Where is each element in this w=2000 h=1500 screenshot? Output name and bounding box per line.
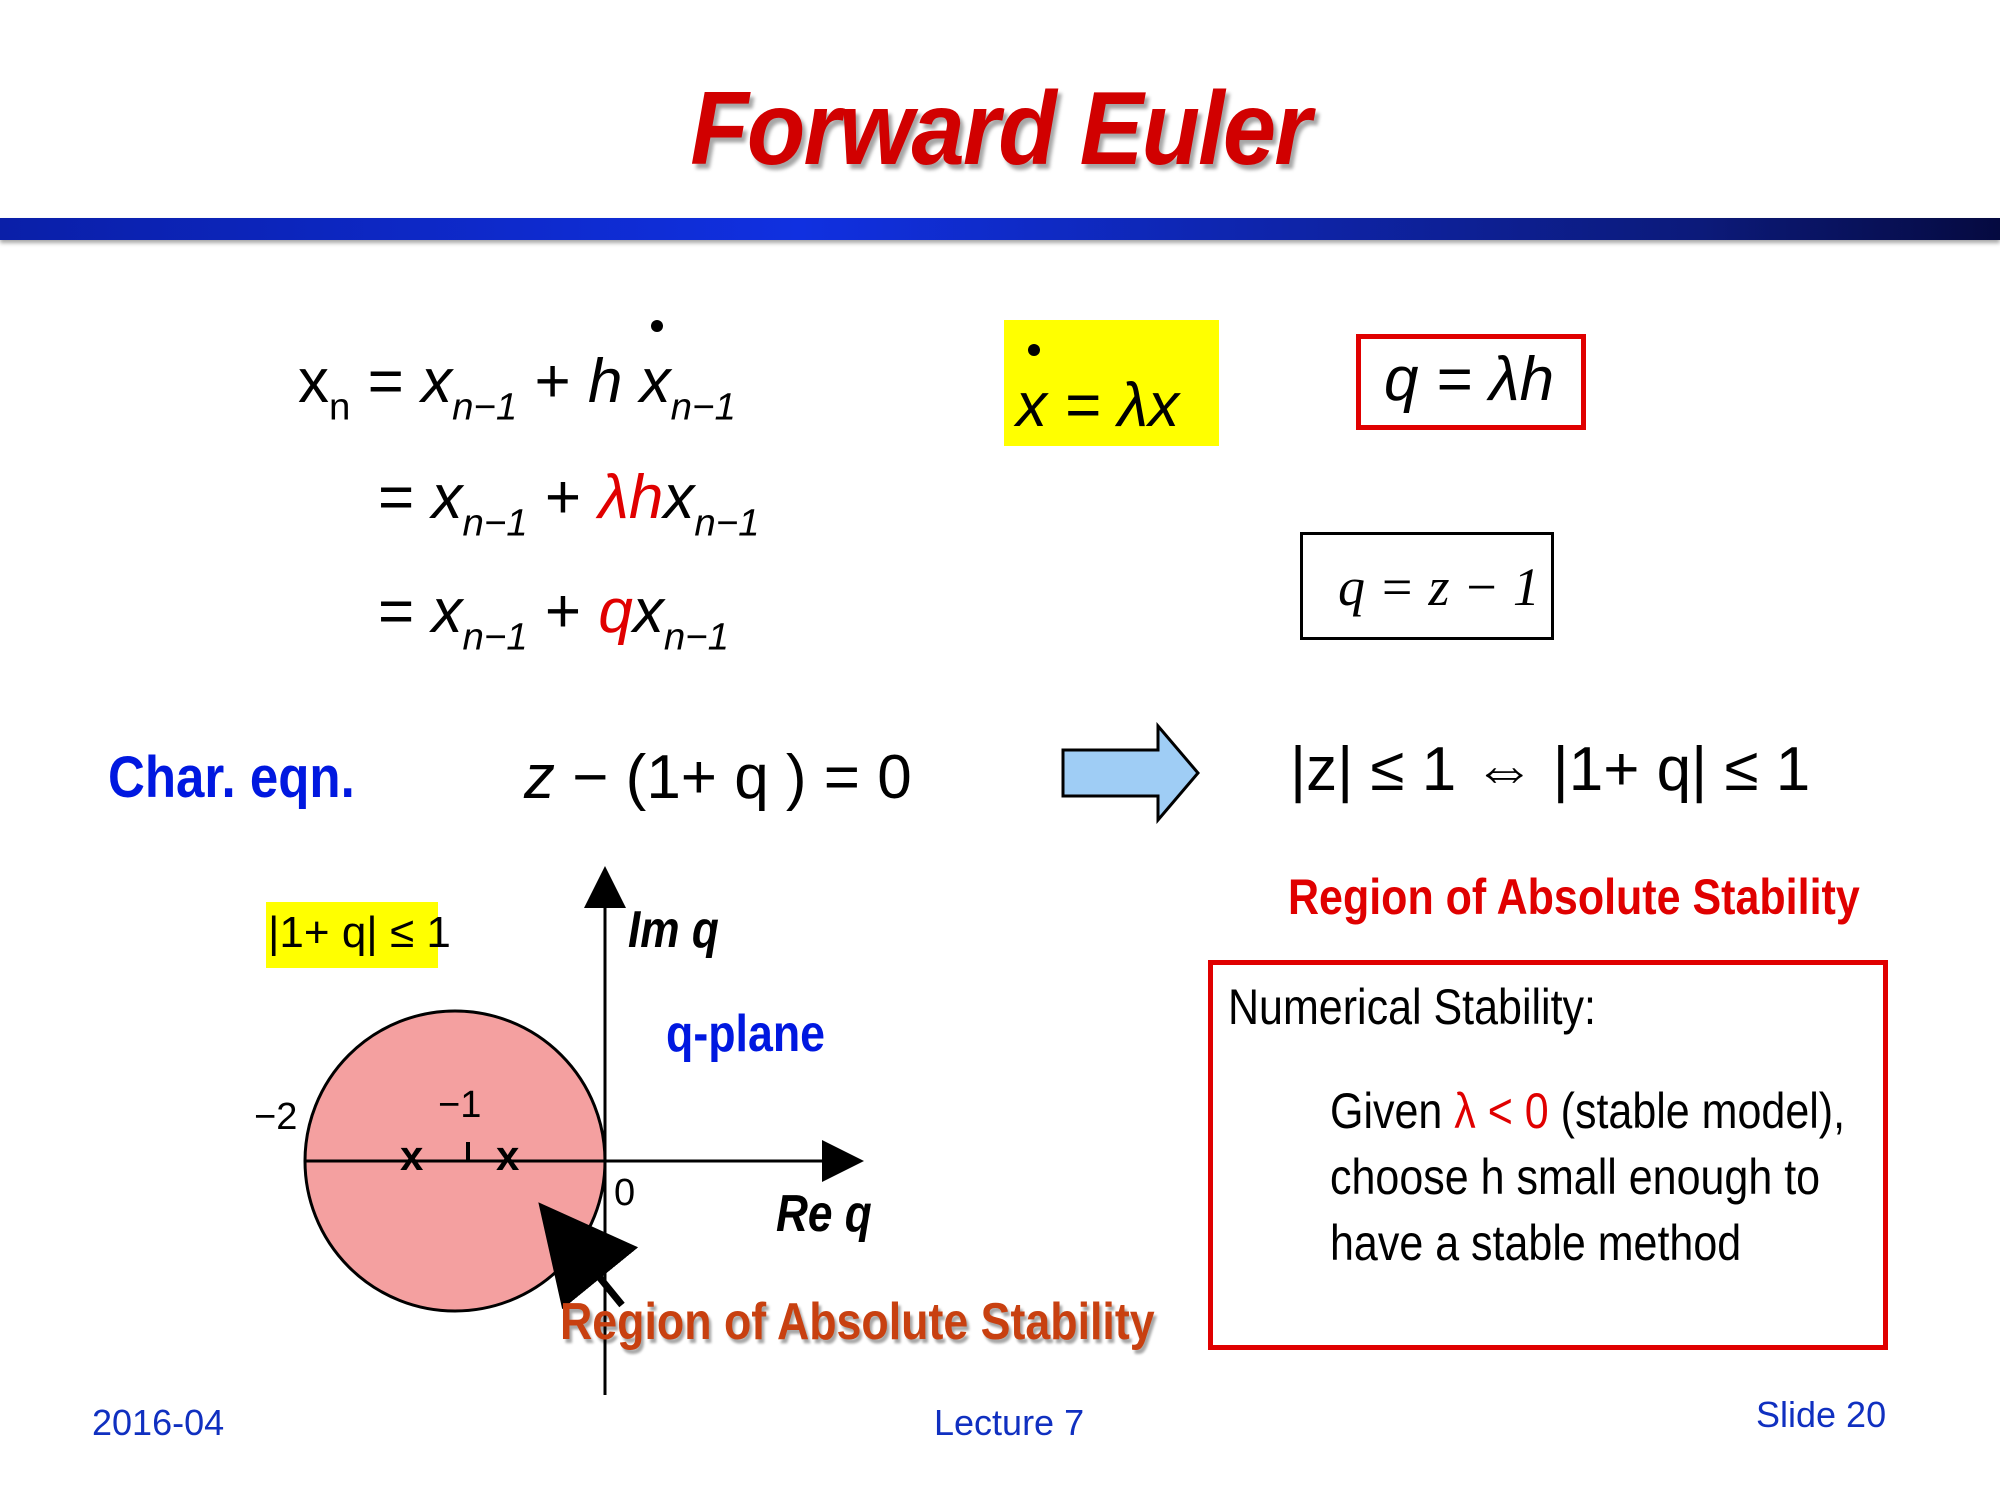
char-eqn-label: Char. eqn.	[108, 745, 355, 810]
char-eq-z: z	[524, 743, 555, 812]
eq2-term2: x	[663, 463, 695, 532]
eq2-term2-sub: n−1	[694, 501, 760, 545]
eq3-term2: x	[632, 577, 664, 646]
eq3-q: q	[598, 577, 633, 646]
tick-label-minus-1: −1	[438, 1084, 482, 1126]
eq3-term1-sub: n−1	[462, 615, 528, 659]
eq2-equals: =	[378, 463, 415, 532]
eq1-lhs-sub: n	[329, 385, 351, 429]
eq1-term2-sub: n−1	[670, 385, 736, 429]
test-eq-xdot: x	[1016, 371, 1047, 440]
eq2-term1: x	[431, 463, 463, 532]
region-heading: Region of Absolute Stability	[1288, 869, 1860, 925]
given-condition: λ < 0	[1454, 1083, 1549, 1139]
q-definition: q = λh	[1384, 345, 1555, 414]
eq1-lhs: x	[298, 347, 329, 416]
char-eq-rest: − (1+ q ) = 0	[572, 743, 912, 812]
region-caption: Region of Absolute Stability	[560, 1293, 1155, 1351]
pole-marker-left: x	[400, 1132, 424, 1179]
re-axis-label: Re q	[776, 1185, 872, 1243]
given-prefix: Given	[1330, 1083, 1455, 1139]
eq1-plus: +	[534, 347, 571, 416]
test-eq-rhs: = λx	[1064, 371, 1180, 440]
eq1-xdot: x	[639, 347, 671, 416]
eq2-plus: +	[544, 463, 582, 532]
eq2-term1-sub: n−1	[462, 501, 528, 545]
eq1-h: h	[587, 347, 623, 416]
tick-label-minus-2: −2	[254, 1096, 298, 1138]
footer-lecture: Lecture 7	[934, 1402, 1085, 1443]
q-z-relation: q = z − 1	[1338, 557, 1540, 617]
eq3-term2-sub: n−1	[663, 615, 729, 659]
eq3-term1: x	[431, 577, 463, 646]
slide-title: Forward Euler	[690, 71, 1310, 187]
tick-label-zero: 0	[614, 1172, 636, 1214]
eq1-term1-sub: n−1	[452, 385, 518, 429]
numerical-stability-title: Numerical Stability:	[1228, 979, 1596, 1035]
eq1-term1: x	[421, 347, 453, 416]
given-suffix: (stable model), choose h small enough to have a stable method	[1330, 1083, 1846, 1271]
circle-condition: |1+ q| ≤ 1	[268, 908, 451, 957]
eq3-equals: =	[378, 577, 415, 646]
eq2-lambda-h: λh	[598, 463, 664, 532]
footer-date: 2016-04	[92, 1402, 225, 1443]
im-axis-label: Im q	[628, 901, 719, 959]
pole-marker-right: x	[496, 1132, 520, 1179]
q-plane-label: q-plane	[666, 1005, 826, 1063]
stability-condition: |z| ≤ 1 ⇔ |1+ q| ≤ 1	[1290, 735, 1811, 804]
eq3-plus: +	[544, 577, 582, 646]
eq1-equals: =	[367, 347, 404, 416]
footer-slide-number: Slide 20	[1756, 1394, 1887, 1435]
